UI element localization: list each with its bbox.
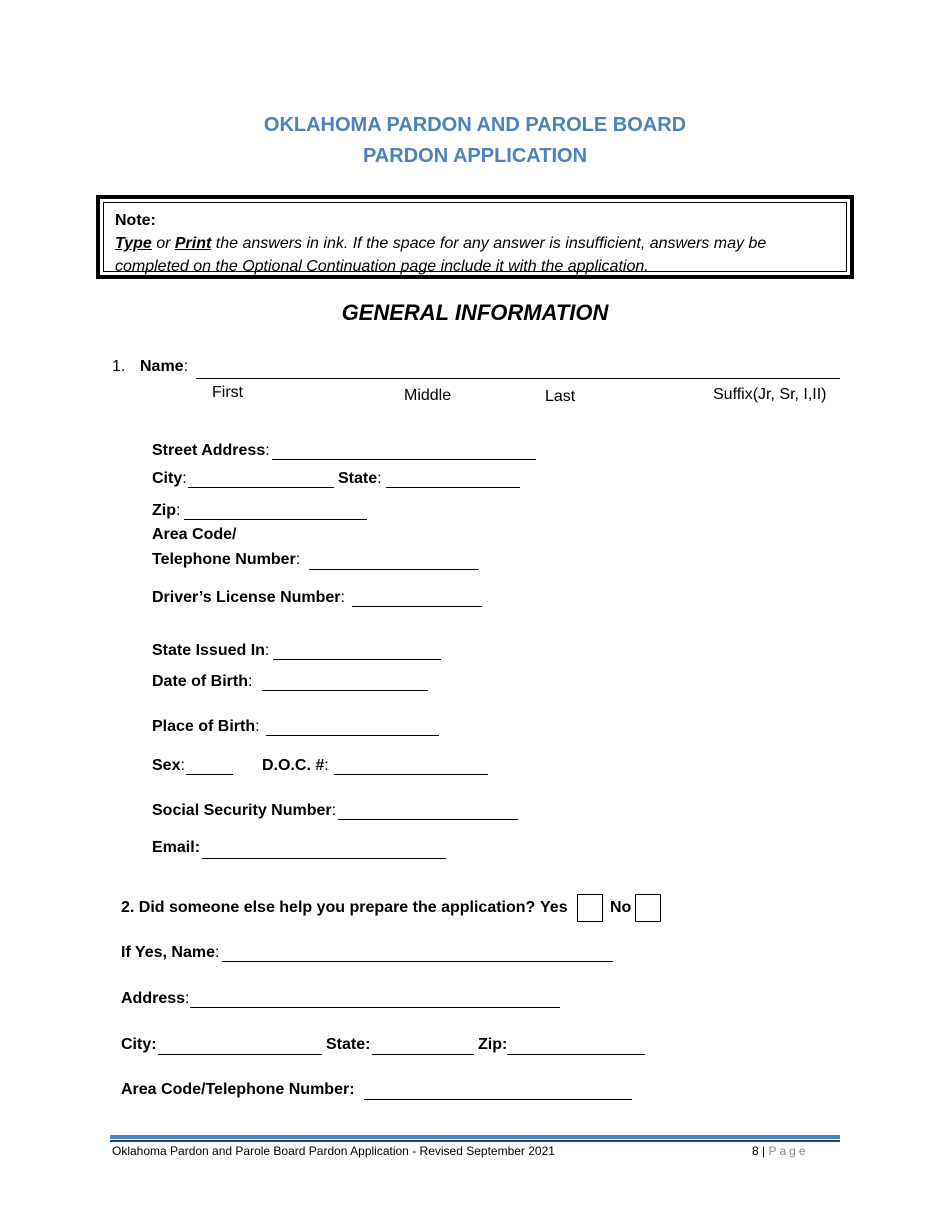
state-label: State: <box>338 470 382 487</box>
name-sub-last: Last <box>545 388 576 405</box>
drivers-license-label: Driver’s License Number: <box>152 589 345 606</box>
sex-field[interactable] <box>186 774 233 775</box>
note-text-line2: completed on the Optional Continuation page include it with the application. <box>115 258 649 275</box>
helper-address-text: Address <box>121 990 186 1007</box>
footer-rule-top <box>110 1135 840 1139</box>
q2-yes-checkbox[interactable] <box>577 894 603 922</box>
city-text: City <box>152 470 183 487</box>
helper-address-field[interactable] <box>190 1007 560 1008</box>
helper-zip-field[interactable] <box>507 1054 645 1055</box>
page-word: Page <box>768 1144 809 1158</box>
name-field[interactable] <box>196 378 840 379</box>
street-address-text: Street Address <box>152 442 266 459</box>
state-issued-field[interactable] <box>273 659 441 660</box>
state-issued-label: State Issued In: <box>152 642 270 659</box>
footer-rule-bottom <box>110 1140 840 1142</box>
date-of-birth-label: Date of Birth: <box>152 673 253 690</box>
sex-label: Sex: <box>152 757 185 774</box>
footer-page-indicator <box>752 1144 809 1158</box>
place-of-birth-field[interactable] <box>266 735 439 736</box>
helper-state-field[interactable] <box>372 1054 474 1055</box>
q2-yes-label: Yes <box>540 899 568 916</box>
zip-label: Zip: <box>152 502 181 519</box>
name-label <box>140 358 188 376</box>
ssn-text: Social Security Number <box>152 802 332 819</box>
q1-number: 1. <box>112 358 126 375</box>
footer-text: Oklahoma Pardon and Parole Board Pardon Application - Revised September 2021 <box>112 1144 555 1158</box>
if-yes-name-label: If Yes, Name: <box>121 944 220 961</box>
doc-number-field[interactable] <box>334 774 488 775</box>
name-label-colon: : <box>183 358 189 375</box>
if-yes-name-field[interactable] <box>222 961 613 962</box>
email-field[interactable] <box>202 858 446 859</box>
page-number: 8 <box>752 1144 759 1158</box>
q2-no-label: No <box>610 899 632 916</box>
note-label: Note: <box>115 212 156 229</box>
email-label: Email: <box>152 839 201 856</box>
street-address-label: Street Address: <box>152 442 270 459</box>
zip-text: Zip <box>152 502 176 519</box>
note-type-word: Type <box>115 235 152 252</box>
helper-state-label: State: <box>326 1036 371 1053</box>
city-label: City: <box>152 470 187 487</box>
helper-address-label: Address: <box>121 990 190 1007</box>
place-of-birth-text: Place of Birth <box>152 718 256 735</box>
q2-no-checkbox[interactable] <box>635 894 661 922</box>
telephone-text: Telephone Number <box>152 551 296 568</box>
zip-field[interactable] <box>184 519 367 520</box>
section-heading: GENERAL INFORMATION <box>341 300 609 325</box>
note-box <box>96 195 854 279</box>
note-content <box>103 202 847 275</box>
ssn-field[interactable] <box>338 819 518 820</box>
doc-number-text: D.O.C. # <box>262 757 325 774</box>
helper-zip-label: Zip: <box>478 1036 508 1053</box>
name-sub-middle: Middle <box>404 387 452 404</box>
state-text: State <box>338 470 378 487</box>
document-title: OKLAHOMA PARDON AND PAROLE BOARD <box>263 114 687 136</box>
city-field[interactable] <box>188 487 334 488</box>
area-code-label: Area Code/ <box>152 526 237 543</box>
drivers-license-field[interactable] <box>352 606 482 607</box>
helper-phone-field[interactable] <box>364 1099 632 1100</box>
helper-phone-label: Area Code/Telephone Number: <box>121 1081 355 1098</box>
name-sub-first: First <box>212 384 244 401</box>
name-label-text: Name <box>140 358 184 375</box>
state-issued-text: State Issued In <box>152 642 265 659</box>
state-field[interactable] <box>386 487 520 488</box>
drivers-license-text: Driver’s License Number <box>152 589 341 606</box>
place-of-birth-label: Place of Birth: <box>152 718 260 735</box>
name-sub-suffix: Suffix(Jr, Sr, I,II) <box>713 386 827 403</box>
ssn-label: Social Security Number: <box>152 802 337 819</box>
sex-text: Sex <box>152 757 181 774</box>
if-yes-name-text: If Yes, Name <box>121 944 215 961</box>
document-subtitle: PARDON APPLICATION <box>362 145 588 167</box>
street-address-field[interactable] <box>272 459 536 460</box>
q2-question: 2. Did someone else help you prepare the application? <box>121 899 536 916</box>
helper-city-label: City: <box>121 1036 157 1053</box>
note-print-word: Print <box>174 235 212 252</box>
page-separator: | <box>758 1144 769 1158</box>
note-or-word: or <box>151 235 175 252</box>
telephone-label: Telephone Number: <box>152 551 301 568</box>
note-text-line1: the answers in ink. If the space for any answer is insufficient, answers may be <box>211 235 767 252</box>
doc-number-label: D.O.C. #: <box>262 757 329 774</box>
helper-city-field[interactable] <box>158 1054 322 1055</box>
telephone-field[interactable] <box>309 569 479 570</box>
date-of-birth-field[interactable] <box>262 690 428 691</box>
date-of-birth-text: Date of Birth <box>152 673 248 690</box>
